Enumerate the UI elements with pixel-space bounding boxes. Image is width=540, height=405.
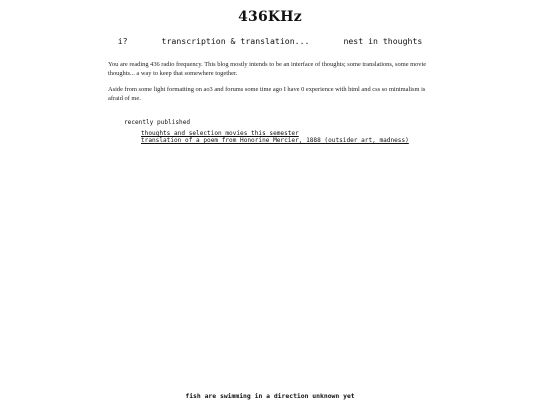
site-title: 436KHz bbox=[238, 9, 302, 25]
nav-link-nest-in-thoughts[interactable]: nest in thoughts bbox=[343, 36, 423, 46]
nav-link-about[interactable]: i? bbox=[117, 36, 128, 46]
nav-link-transcription-translation[interactable]: transcription & translation... bbox=[161, 36, 310, 46]
list-item bbox=[141, 130, 444, 137]
main-nav bbox=[0, 36, 540, 46]
footer-text: fish are swimming in a direction unknown yet bbox=[185, 392, 355, 400]
recently-published-heading: recently published bbox=[124, 119, 191, 126]
intro-paragraph: Aside from some light formatting on ao3 and forums some time ago I have 0 experience with html and css so minimalism is afraid of me. bbox=[108, 86, 426, 102]
intro-paragraph: You are reading 436 radio frequency. This blog mostly intends to be an interface of thoughts; some translations, some movie thoughts... a way to keep that somewhere together. bbox=[108, 61, 427, 77]
list-item bbox=[141, 137, 444, 144]
post-link-honorine-mercier-translation[interactable]: translation of a poem from Honorine Mercier, 1888 (outsider art, madness) bbox=[141, 137, 409, 144]
post-list bbox=[124, 130, 444, 144]
intro-section bbox=[108, 61, 434, 111]
post-link-movies-semester[interactable]: thoughts and selection movies this semester bbox=[141, 130, 299, 137]
recently-published-section bbox=[124, 119, 444, 144]
